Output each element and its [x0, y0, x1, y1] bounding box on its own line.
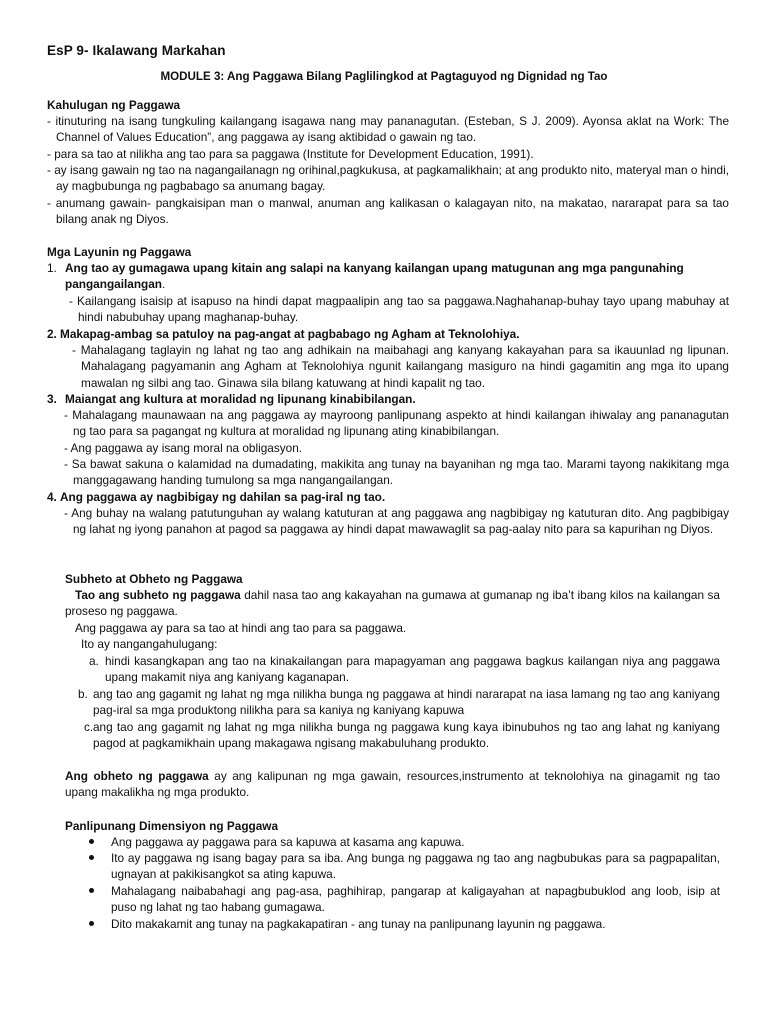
obheto-text: ay ang kalipunan ng mga gawain, resources,instrumento at teknolohiya na ginagamit ng tao upang makalikha ng mga produkto.: [65, 769, 721, 800]
layunin-title-text: Ang tao ay gumagawa upang kitain ang salapi na kanyang kailangan upang matugunan ang mga pangunahing pangangailangan: [65, 261, 684, 292]
subheto-paragraph-2: Ang paggawa ay para sa tao at hindi ang tao para sa paggawa.: [75, 621, 407, 635]
layunin-title: [65, 260, 720, 293]
layunin-detail: - Ang buhay na walang patutunguhan ay walang katuturan at ang paggawa ang nagbibigay ng katuturan dito. Ang pagbibigay ng lahat ng iyong panahon at pagod sa paggawa ay hindi dapat mawawaglit sa pag-aalay nito para sa kapurihan ng Diyos.: [64, 506, 729, 537]
section-heading-panlipunan: Panlipunang Dimensiyon ng Paggawa: [65, 819, 279, 833]
subheto-text: dahil nasa tao ang kakayahan na gumawa at gumanap ng iba’t ibang kilos na kailangan sa proseso ng paggawa.: [65, 588, 720, 619]
kahulugan-item: - ay isang gawain ng tao na nagangailanagn ng orihinal,pagkukusa, at pagkamalikhain; at ang produkto nito, materyal man o hindi, ay magbubunga ng pagbabago sa anumang bagay.: [47, 163, 729, 194]
layunin-detail: - Mahalagang maunawaan na ang paggawa ay mayroong panlipunang aspekto at hindi kailangan ihiwalay ang pananagutan ng tao para sa pagangat ng kultura at moralidad ng lipunang ating kinabibilangan.: [64, 408, 729, 439]
kahulugan-item: - itinuturing na isang tungkuling kailangang isagawa nang may pananagutan. (Esteban, S J. 2009). Ayonsa aklat na Work: The Channel of Values Education”, ang paggawa ay isang aktibidad o gawain ng tao.: [47, 114, 729, 145]
obheto-paragraph: [65, 768, 720, 801]
layunin-number: 1.: [47, 261, 57, 275]
bullet-icon: [89, 888, 94, 893]
subheto-paragraph-3: Ito ay nangangahulugang:: [81, 637, 218, 651]
layunin-title-end: .: [162, 277, 166, 292]
section-heading-subheto: Subheto at Obheto ng Paggawa: [65, 572, 243, 586]
subheto-letter: c.: [84, 720, 94, 734]
bullet-icon: [89, 839, 94, 844]
panlipunan-item: Ito ay paggawa ng isang bagay para sa iba. Ang bunga ng paggawa ng tao ang nagbubukas para sa pagpapalitan, ugnayan at pakikisangkot sa ating kapuwa.: [111, 851, 720, 882]
layunin-detail: - Sa bawat sakuna o kalamidad na dumadating, makikita ang tunay na bayanihan ng mga tao. Marami tayong nakikitang mga manggagawang handing tumulong sa mga nangangailangan.: [64, 457, 729, 488]
subheto-item: ang tao ang gagamit ng lahat ng mga nilikha bunga ng paggawa kung kaya ibinubuhos ng tao ang lahat ng kaniyang pagod at pagkamikhain upang makagawa ngisang makabuluhang produkto.: [93, 720, 720, 751]
panlipunan-item: Dito makakamit ang tunay na pagkakapatiran - ang tunay na panlipunang layunin ng paggawa.: [111, 917, 606, 931]
module-title: MODULE 3: Ang Paggawa Bilang Paglilingkod at Pagtaguyod ng Dignidad ng Tao: [160, 70, 608, 83]
subheto-paragraph: [65, 587, 720, 620]
panlipunan-item: Mahalagang naibabahagi ang pag-asa, paghihirap, pangarap at kaligayahan at napagbubuklod ang loob, isip at puso ng lahat ng tao habang gumagawa.: [111, 884, 720, 915]
layunin-detail: - Kailangang isaisip at isapuso na hindi dapat magpaalipin ang tao sa paggawa.Naghahanap-buhay tayo upang mabuhay at hindi nabubuhay upang maghanap-buhay.: [69, 294, 729, 325]
subheto-item: hindi kasangkapan ang tao na kinakailangan para mapagyaman ang paggawa bagkus kailangan niya ang paggawa upang makamit niya ang kaniyang kaganapan.: [105, 654, 720, 685]
section-heading-layunin: Mga Layunin ng Paggawa: [47, 245, 192, 259]
kahulugan-item: - anumang gawain- pangkaisipan man o manwal, anuman ang kalikasan o kalagayan nito, na makatao, nararapat para sa tao bilang anak ng Diyos.: [47, 196, 729, 227]
subheto-item: ang tao ang gagamit ng lahat ng mga nilikha bunga ng paggawa at hindi nararapat na iasa lamang ng tao ang kaniyang pag-iral sa mga produktong nilikha para sa kaniya ng kaniyang kapuwa: [93, 687, 720, 718]
layunin-detail: - Ang paggawa ay isang moral na obligasyon.: [64, 441, 303, 455]
layunin-number: 3.: [47, 392, 57, 406]
layunin-title: Ang paggawa ay nagbibigay ng dahilan sa pag-iral ng tao.: [60, 490, 386, 504]
subheto-letter: a.: [89, 654, 99, 668]
document-title: EsP 9- Ikalawang Markahan: [47, 43, 226, 58]
subheto-bold-lead: Tao ang subheto ng paggawa: [75, 588, 241, 602]
kahulugan-item: - para sa tao at nilikha ang tao para sa paggawa (Institute for Development Education, 1991).: [47, 147, 534, 161]
layunin-number: 4.: [47, 490, 57, 504]
bullet-icon: [89, 921, 94, 926]
layunin-number: 2.: [47, 327, 57, 341]
bullet-icon: [89, 855, 94, 860]
section-heading-kahulugan: Kahulugan ng Paggawa: [47, 98, 181, 112]
layunin-detail: - Mahalagang taglayin ng lahat ng tao ang adhikain na maibahagi ang kanyang kakayahan para sa ikauunlad ng lipunan. Mahalagang pagyamanin ang Agham at Teknolohiya ngunit kailangang masiguro na hindi gagamitin ang mga ito upang mawalan ng silbi ang tao. Ginawa sila bilang katuwang at hindi kapalit ng tao.: [72, 343, 729, 390]
layunin-title: Maiangat ang kultura at moralidad ng lipunang kinabibilangan.: [65, 392, 416, 406]
subheto-letter: b.: [78, 687, 88, 701]
layunin-title: Makapag-ambag sa patuloy na pag-angat at pagbabago ng Agham at Teknolohiya.: [60, 327, 520, 341]
obheto-bold-lead: Ang obheto ng paggawa: [65, 769, 209, 783]
panlipunan-item: Ang paggawa ay paggawa para sa kapuwa at kasama ang kapuwa.: [111, 835, 465, 849]
